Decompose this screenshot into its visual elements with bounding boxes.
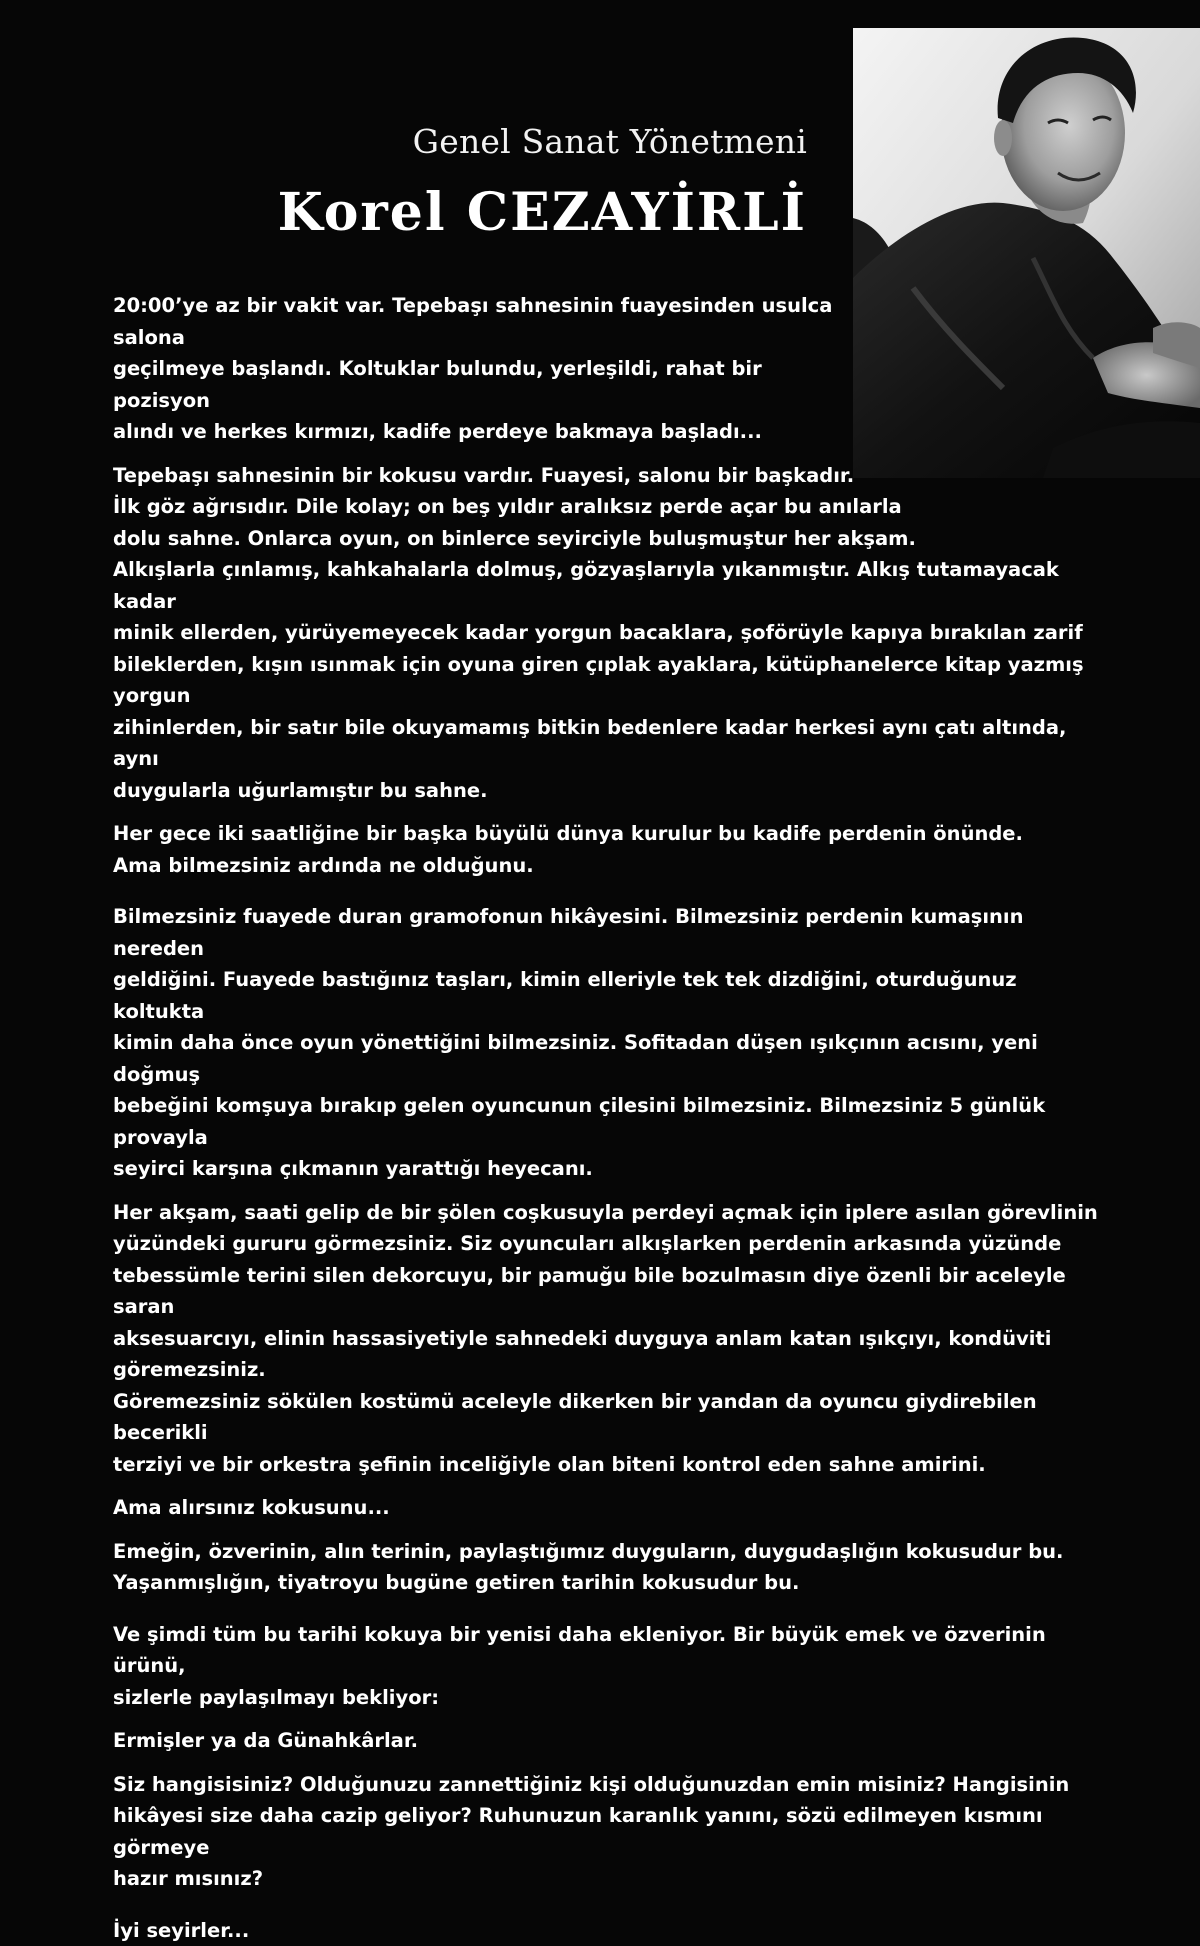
line: Emeğin, özverinin, alın terinin, paylaştığımız duyguların, duygudaşlığın kokusudur bu. <box>113 1540 1063 1563</box>
line: bebeğini komşuya bırakıp gelen oyuncunun çilesini bilmezsiniz. Bilmezsiniz 5 günlük provayla <box>113 1094 1045 1149</box>
line: tebessümle terini silen dekorcuyu, bir pamuğu bile bozulmasın diye özenli bir aceleyle saran <box>113 1264 1066 1319</box>
subtitle: Genel Sanat Yönetmeni <box>413 122 807 161</box>
line: Bilmezsiniz fuayede duran gramofonun hikâyesini. Bilmezsiniz perdenin kumaşının nereden <box>113 905 1024 960</box>
paragraph-11 <box>113 1915 1103 1946</box>
line: Ve şimdi tüm bu tarihi kokuya bir yenisi daha ekleniyor. Bir büyük emek ve özverinin ürünü, <box>113 1623 1046 1678</box>
line: terziyi ve bir orkestra şefinin inceliğiyle olan biteni kontrol eden sahne amirini. <box>113 1453 986 1476</box>
line: kimin daha önce oyun yönettiğini bilmezsiniz. Sofitadan düşen ışıkçının acısını, yeni doğmuş <box>113 1031 1038 1086</box>
paragraph-3 <box>113 818 1103 881</box>
line: Her gece iki saatliğine bir başka büyülü dünya kurulur bu kadife perdenin önünde. <box>113 822 1023 845</box>
paragraph-9 <box>113 1725 1103 1757</box>
paragraph-2 <box>113 460 1103 807</box>
line: zihinlerden, bir satır bile okuyamamış bitkin bedenlere kadar herkesi aynı çatı altında, aynı <box>113 716 1066 771</box>
paragraph-6 <box>113 1492 1103 1524</box>
line: Tepebaşı sahnesinin bir kokusu vardır. Fuayesi, salonu bir başkadır. <box>113 464 854 487</box>
line: Ama bilmezsiniz ardında ne olduğunu. <box>113 854 534 877</box>
paragraph-7 <box>113 1536 1103 1599</box>
line: hikâyesi size daha cazip geliyor? Ruhunuzun karanlık yanını, sözü edilmeyen kısmını görmeye <box>113 1804 1043 1859</box>
line: minik ellerden, yürüyemeyecek kadar yorgun bacaklara, şoförüyle kapıya bırakılan zarif <box>113 621 1083 644</box>
paragraph-8 <box>113 1619 1103 1714</box>
line: yüzündeki gururu görmezsiniz. Siz oyuncuları alkışlarken perdenin arkasında yüzünde <box>113 1232 1061 1255</box>
article-body <box>113 290 1103 1946</box>
paragraph-1 <box>113 290 848 448</box>
line: Yaşanmışlığın, tiyatroyu bugüne getiren tarihin kokusudur bu. <box>113 1571 799 1594</box>
line: aksesuarcıyı, elinin hassasiyetiyle sahnedeki duyguya anlam katan ışıkçıyı, kondüviti göremezsiniz. <box>113 1327 1051 1382</box>
line: Ama alırsınız kokusunu... <box>113 1496 390 1519</box>
line: Her akşam, saati gelip de bir şölen coşkusuyla perdeyi açmak için iplere asılan görevlinin <box>113 1201 1098 1224</box>
line: geçilmeye başlandı. Koltuklar bulundu, yerleşildi, rahat bir pozisyon <box>113 357 762 412</box>
line: bileklerden, kışın ısınmak için oyuna giren çıplak ayaklara, kütüphanelerce kitap yazmış yorgun <box>113 653 1084 708</box>
line: İyi seyirler... <box>113 1919 249 1942</box>
line: Ermişler ya da Günahkârlar. <box>113 1729 418 1752</box>
paragraph-4 <box>113 901 1103 1185</box>
line: Alkışlarla çınlamış, kahkahalarla dolmuş, gözyaşlarıyla yıkanmıştır. Alkış tutamayacak kadar <box>113 558 1059 613</box>
line: dolu sahne. Onlarca oyun, on binlerce seyirciyle buluşmuştur her akşam. <box>113 527 916 550</box>
line: seyirci karşına çıkmanın yarattığı heyecanı. <box>113 1157 593 1180</box>
paragraph-5 <box>113 1197 1103 1481</box>
paragraph-10 <box>113 1769 1103 1895</box>
line: 20:00’ye az bir vakit var. Tepebaşı sahnesinin fuayesinden usulca salona <box>113 294 832 349</box>
line: Göremezsiniz sökülen kostümü aceleyle dikerken bir yandan da oyuncu giydirebilen becerikli <box>113 1390 1037 1445</box>
line: sizlerle paylaşılmayı bekliyor: <box>113 1686 439 1709</box>
line: alındı ve herkes kırmızı, kadife perdeye bakmaya başladı... <box>113 420 762 443</box>
line: duygularla uğurlamıştır bu sahne. <box>113 779 487 802</box>
line: hazır mısınız? <box>113 1867 263 1890</box>
line: İlk göz ağrısıdır. Dile kolay; on beş yıldır aralıksız perde açar bu anılarla <box>113 495 902 518</box>
director-name: Korel CEZAYİRLİ <box>278 182 807 243</box>
line: geldiğini. Fuayede bastığınız taşları, kimin elleriyle tek tek dizdiğini, oturduğunuz koltukta <box>113 968 1017 1023</box>
line: Siz hangisisiniz? Olduğunuzu zannettiğiniz kişi olduğunuzdan emin misiniz? Hangisinin <box>113 1773 1069 1796</box>
